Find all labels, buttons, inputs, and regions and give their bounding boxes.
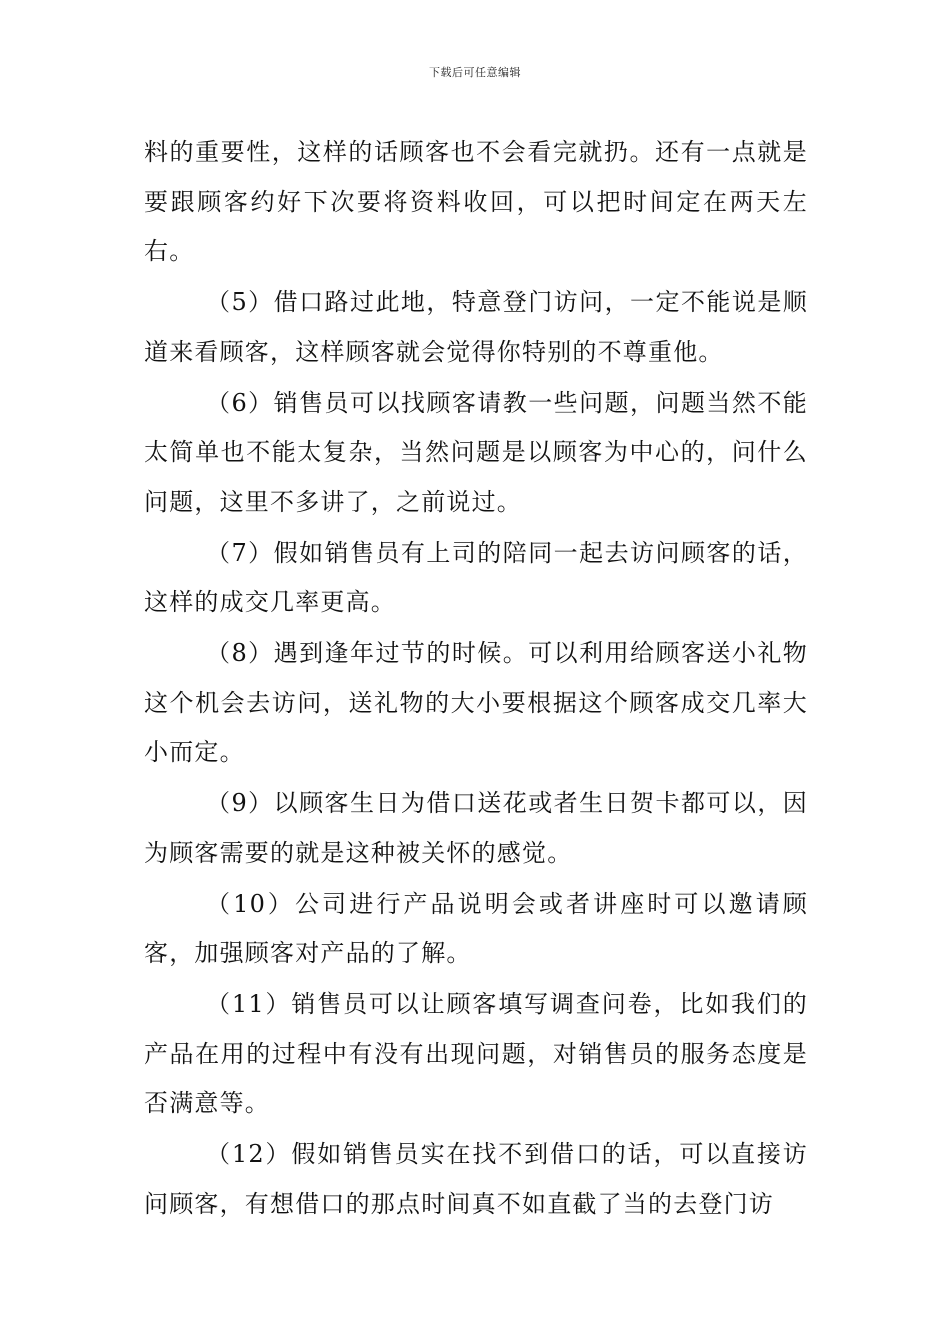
paragraph-item-8: （8）遇到逢年过节的时候。可以利用给顾客送小礼物这个机会去访问，送礼物的大小要根据这个顾客成交几率大小而定。: [144, 639, 808, 767]
paragraph-item-9: （9）以顾客生日为借口送花或者生日贺卡都可以，因为顾客需要的就是这种被关怀的感觉。: [144, 789, 808, 867]
document-body: [144, 128, 808, 1230]
paragraph-item-7: （7）假如销售员有上司的陪同一起去访问顾客的话，这样的成交几率更高。: [144, 538, 808, 617]
paragraph-item-5: （5）借口路过此地，特意登门访问，一定不能说是顺道来看顾客，这样顾客就会觉得你特别的不尊重他。: [144, 288, 808, 366]
paragraph-item-6: （6）销售员可以找顾客请教一些问题，问题当然不能太简单也不能太复杂，当然问题是以顾客为中心的，问什么问题，这里不多讲了，之前说过。: [144, 388, 808, 516]
page-header: 下载后可任意编辑: [429, 66, 521, 79]
paragraph-item-11: （11）销售员可以让顾客填写调查问卷，比如我们的产品在用的过程中有没有出现问题，对销售员的服务态度是否满意等。: [144, 989, 808, 1118]
paragraph-item-12: （12）假如销售员实在找不到借口的话，可以直接访问顾客，有想借口的那点时间真不如直截了当的去登门访: [144, 1140, 808, 1218]
paragraph-continued: 料的重要性，这样的话顾客也不会看完就扔。还有一点就是要跟顾客约好下次要将资料收回，可以把时间定在两天左右。: [144, 138, 808, 266]
paragraph-item-10: （10）公司进行产品说明会或者讲座时可以邀请顾客，加强顾客对产品的了解。: [144, 889, 808, 968]
